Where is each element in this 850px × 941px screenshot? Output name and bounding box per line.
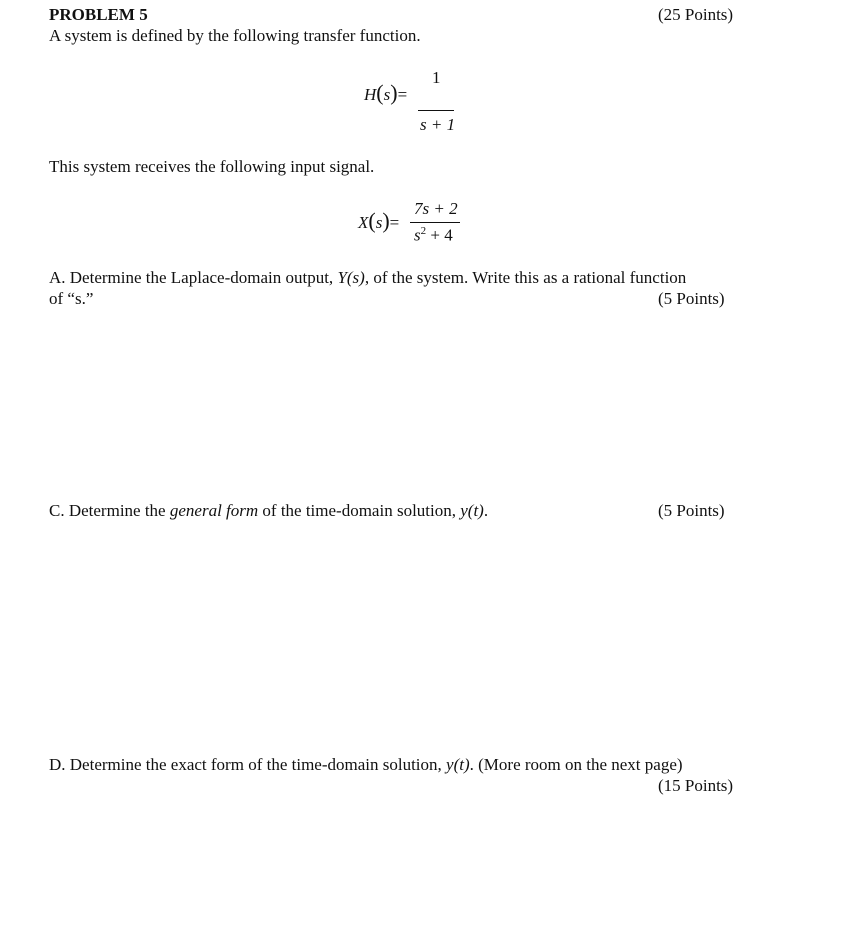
input-signal-numerator: 7s + 2 bbox=[414, 199, 458, 218]
part-c-output-symbol: y(t) bbox=[460, 501, 484, 520]
part-d-question: D. Determine the exact form of the time-domain solution, y(t). (More room on the next page) bbox=[49, 755, 683, 774]
input-signal-denominator: $s^2 + 4$ bbox=[414, 225, 453, 245]
transfer-function-fraction-bar bbox=[418, 110, 454, 111]
input-signal-lhs: X(s)= bbox=[358, 208, 400, 233]
part-c-points: (5 Points) bbox=[658, 501, 725, 520]
part-d-output-symbol: y(t) bbox=[446, 755, 470, 774]
part-c-emphasis: general form bbox=[169, 501, 259, 520]
intro-text: A system is defined by the following transfer function. bbox=[49, 26, 421, 45]
input-intro-text: This system receives the following input signal. bbox=[49, 157, 375, 176]
part-a-question-line2: of “s.” bbox=[49, 289, 94, 308]
part-a-output-symbol: Y(s) bbox=[337, 268, 365, 287]
transfer-function-lhs: H(s)= bbox=[364, 80, 408, 105]
part-a-question: A. Determine the Laplace-domain output, Y(s), of the system. Write this as a rational function bbox=[49, 268, 687, 287]
part-a-points: (5 Points) bbox=[658, 289, 725, 308]
transfer-function-denominator: s + 1 bbox=[420, 115, 456, 134]
part-d-points: (15 Points) bbox=[658, 776, 734, 795]
problem-points: (25 Points) bbox=[658, 5, 734, 24]
transfer-function-numerator: 1 bbox=[432, 68, 441, 87]
input-signal-fraction-bar bbox=[410, 222, 460, 223]
part-c-question: C. Determine the general form of the time-domain solution, y(t). bbox=[49, 501, 489, 520]
problem-title: PROBLEM 5 bbox=[49, 5, 148, 24]
